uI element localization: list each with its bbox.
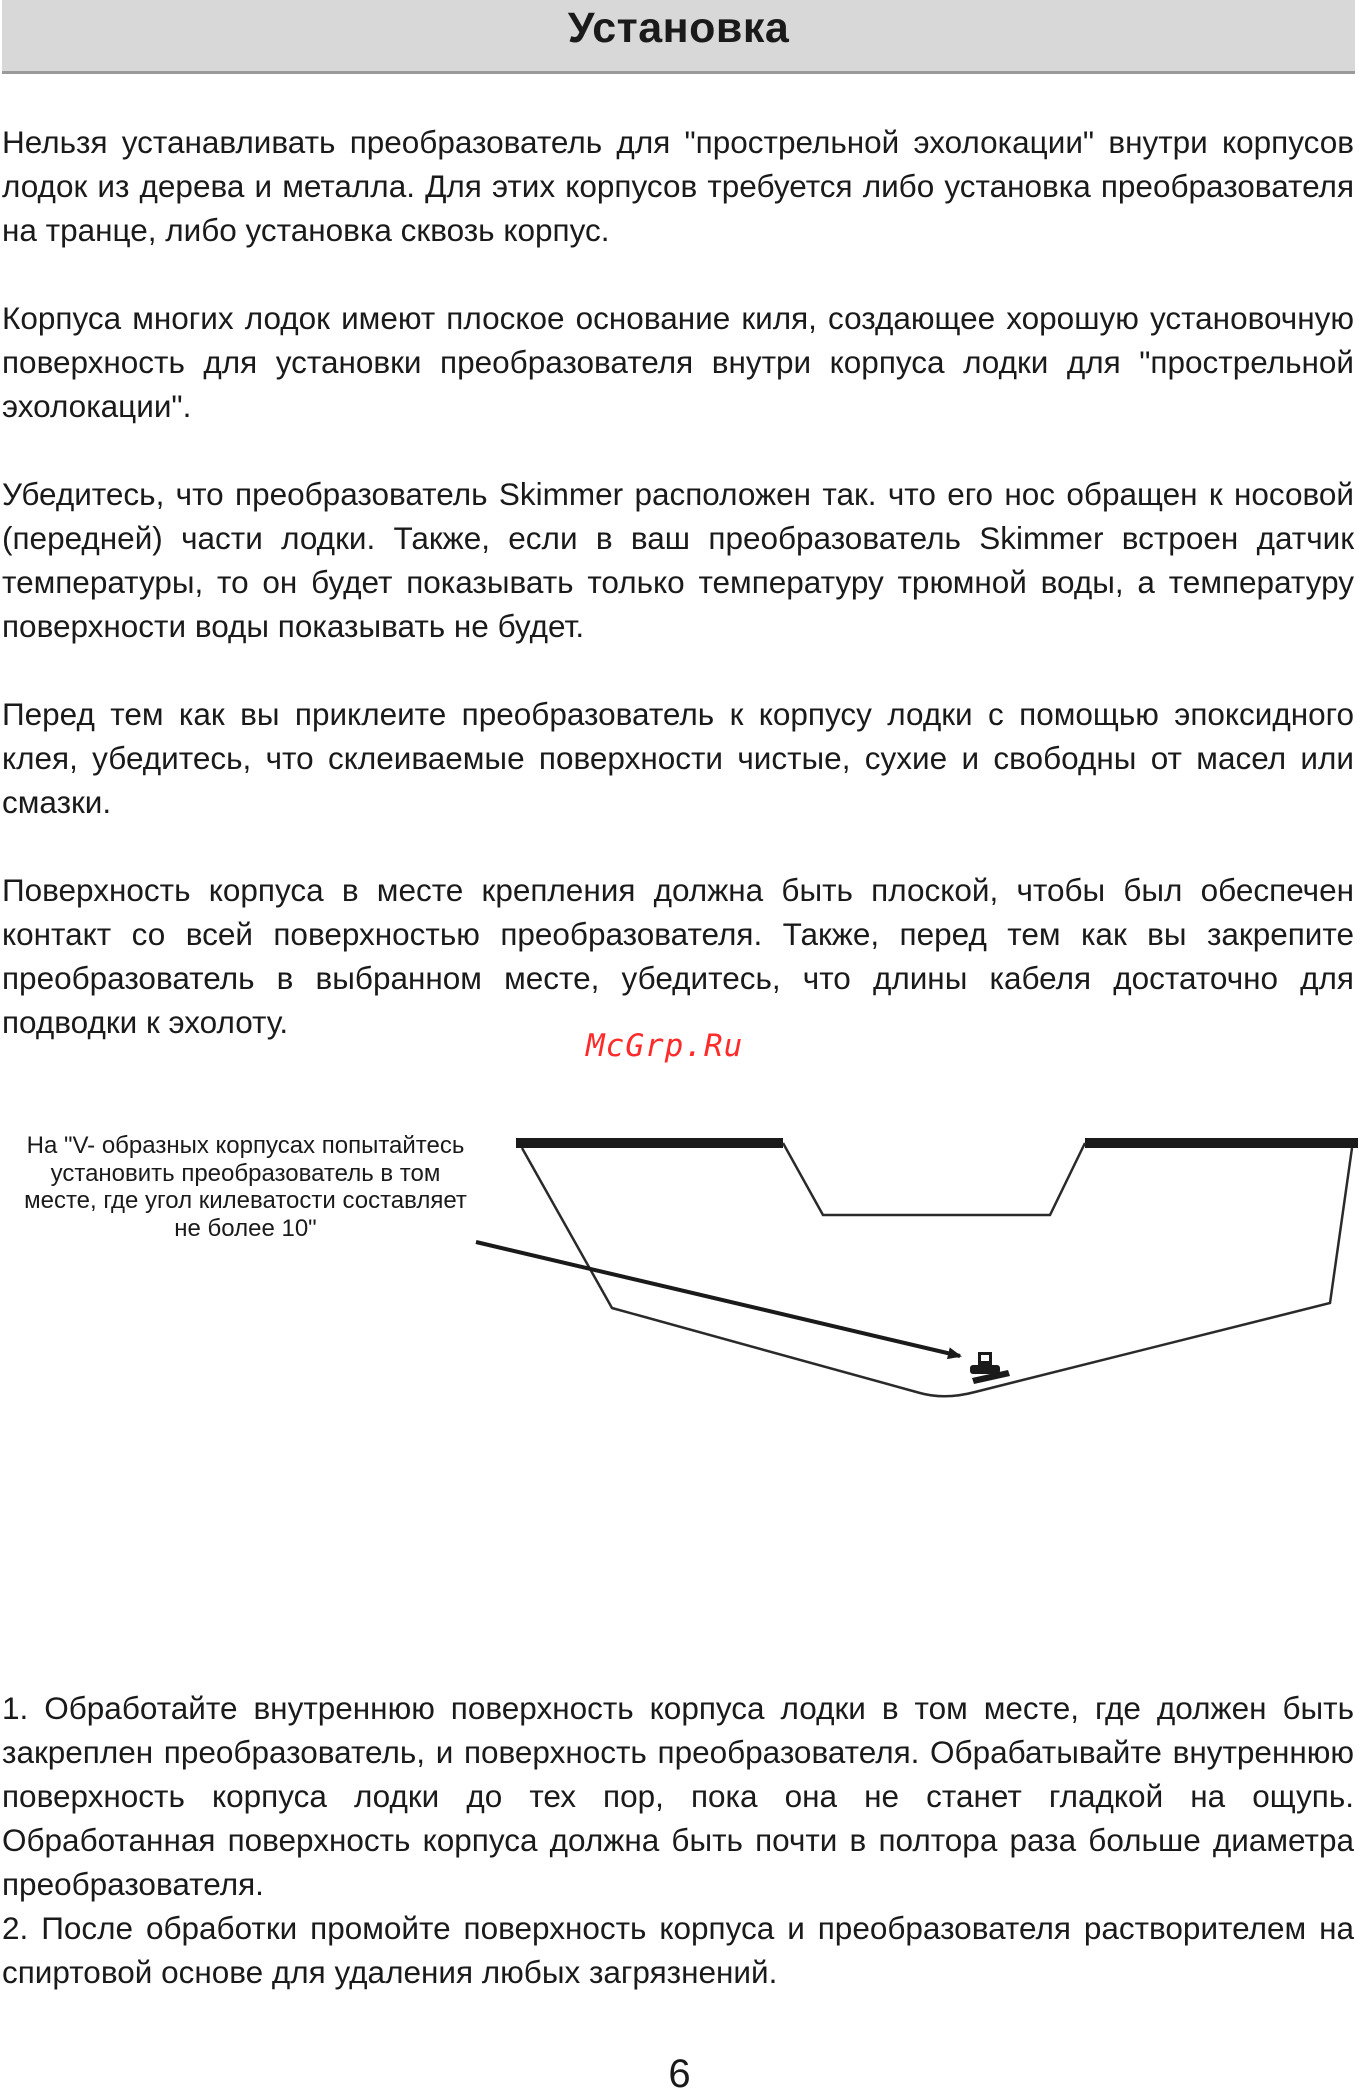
paragraph-2: Корпуса многих лодок имеют плоское основание киля, создающее хорошую установочную поверхность для установки преобразователя внутри корпуса лодки для "прострельной эхолокации". <box>2 300 1354 424</box>
figure-callout: На "V- образных корпусах попытайтесь установить преобразователь в том месте, где угол килеватости составляет не более 10" <box>24 1132 467 1242</box>
paragraph-4: Перед тем как вы приклеите преобразователь к корпусу лодки с помощью эпоксидного клея, убедитесь, что склеиваемые поверхности чистые, сухие и свободны от масел или смазки. <box>2 696 1354 820</box>
pointer-arrow <box>476 1242 960 1356</box>
paragraph-5: Поверхность корпуса в месте крепления должна быть плоской, чтобы был обеспечен контакт со всей поверхностью преобразователя. Также, перед тем как вы закрепите преобразователь в выбранном месте, убедитесь, что длины кабеля достаточно для подводки к эхолоту. <box>2 872 1354 1040</box>
paragraph-1: Нельзя устанавливать преобразователь для "прострельной эхолокации" внутри корпусов лодок из дерева и металла. Для этих корпусов требуется либо установка преобразователя на транце, либо установка сквозь корпус. <box>2 124 1354 248</box>
paragraph-3: Убедитесь, что преобразователь Skimmer расположен так. что его нос обращен к носовой (передней) части лодки. Также, если в ваш преобразователь Skimmer встроен датчик температуры, то он будет показывать только температуру трюмной воды, а температуру поверхности воды показывать не будет. <box>2 476 1354 644</box>
watermark: McGrp.Ru <box>586 1028 744 1064</box>
page-number: 6 <box>668 2052 691 2096</box>
page-title: Установка <box>567 4 790 52</box>
transducer-icon <box>970 1352 1010 1384</box>
cabin-recess <box>783 1143 1085 1215</box>
step-2: 2. После обработки промойте поверхность корпуса и преобразователя растворителем на спиртовой основе для удаления любых загрязнений. <box>2 1910 1354 1990</box>
step-1: 1. Обработайте внутреннюю поверхность корпуса лодки в том месте, где должен быть закреплен преобразователь, и поверхность преобразователя. Обрабатывайте внутреннюю поверхность корпуса лодки до тех пор, пока она не станет гладкой на ощупь. Обработанная поверхность корпуса должна быть почти в полтора раза больше диаметра преобразователя. <box>2 1690 1354 1902</box>
hull-outline <box>522 1148 1352 1396</box>
